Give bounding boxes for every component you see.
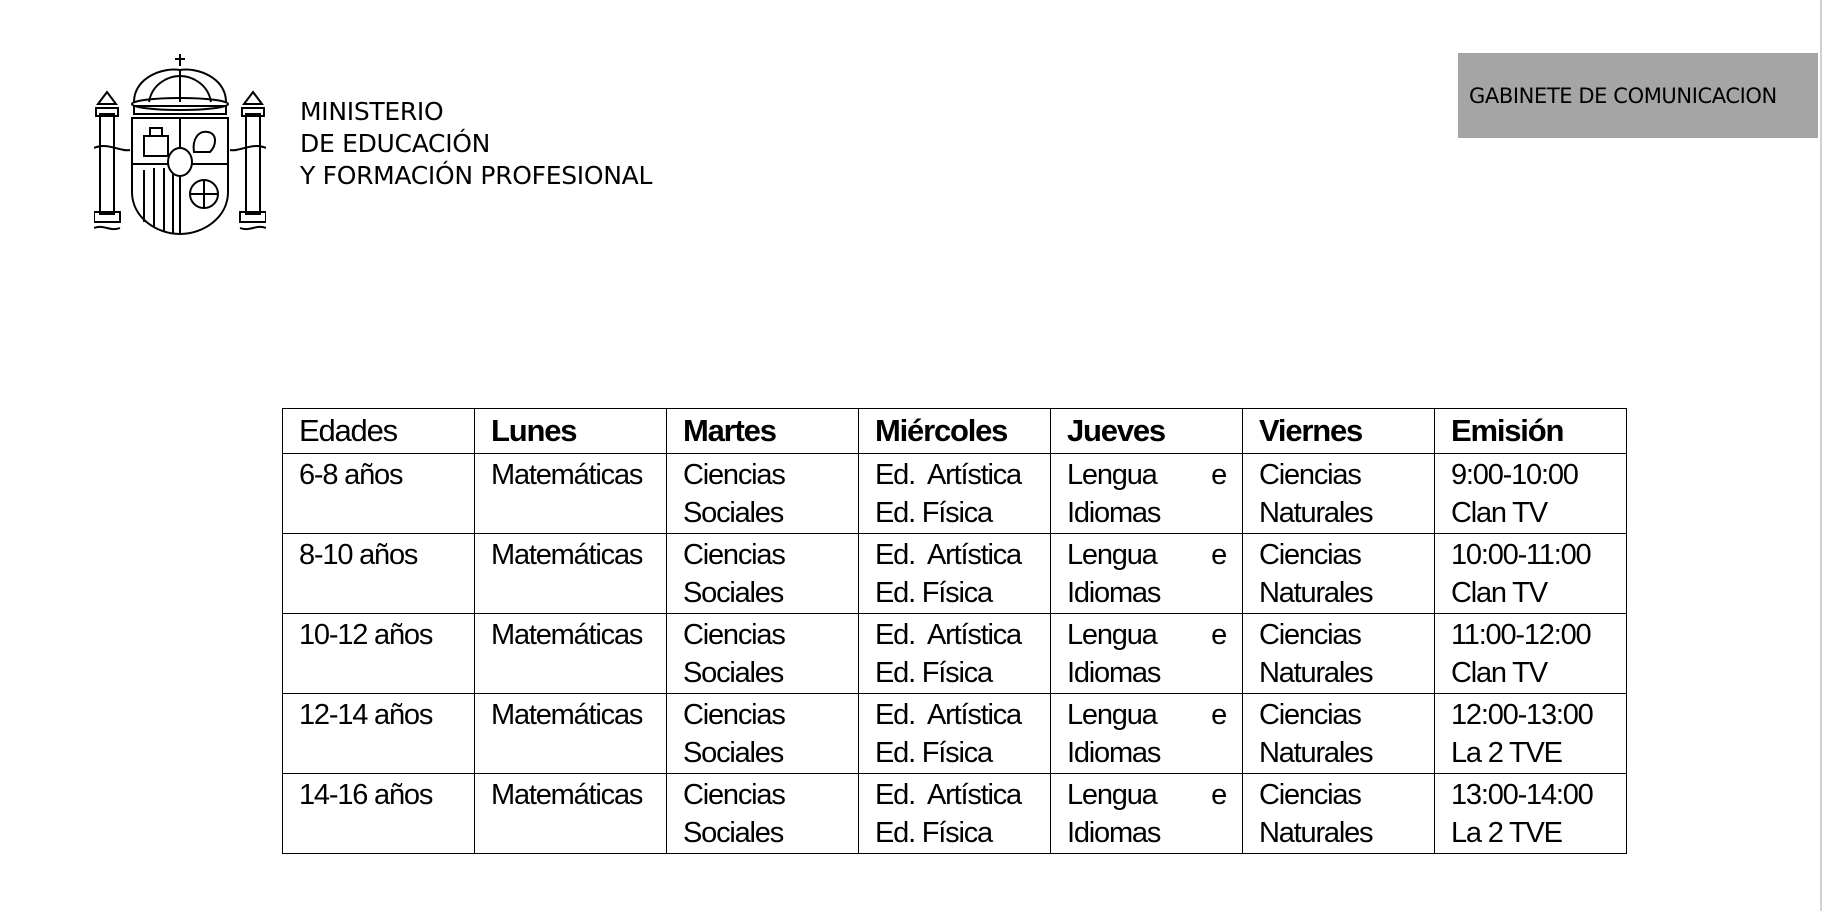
cell-line: Ed. Artística bbox=[875, 539, 1021, 571]
page-edge-divider bbox=[1820, 0, 1822, 911]
cell-word: Lengua bbox=[1067, 539, 1157, 571]
cell-martes bbox=[667, 534, 859, 614]
ministry-line-1: MINISTERIO bbox=[300, 97, 444, 126]
cell-line: Ciencias bbox=[1259, 539, 1361, 571]
column-header-viernes: Viernes bbox=[1243, 409, 1435, 454]
ministry-name bbox=[300, 96, 652, 192]
cell-word: e bbox=[1211, 459, 1226, 491]
cell-emision bbox=[1435, 454, 1627, 534]
cell-line: Clan TV bbox=[1451, 497, 1547, 529]
cell-age: 8-10 años bbox=[283, 534, 475, 614]
cell-age: 12-14 años bbox=[283, 694, 475, 774]
column-header-miercoles: Miércoles bbox=[859, 409, 1051, 454]
cell-viernes bbox=[1243, 534, 1435, 614]
cell-line: 9:00-10:00 bbox=[1451, 459, 1578, 491]
cell-line: Ciencias bbox=[1259, 699, 1361, 731]
cell-line: Ciencias bbox=[683, 619, 785, 651]
cell-line: Idiomas bbox=[1067, 497, 1161, 529]
cell-miercoles bbox=[859, 454, 1051, 534]
column-header-martes: Martes bbox=[667, 409, 859, 454]
column-header-emision: Emisión bbox=[1435, 409, 1627, 454]
cell-martes bbox=[667, 454, 859, 534]
cell-line: Sociales bbox=[683, 817, 784, 849]
cell-line: La 2 TVE bbox=[1451, 817, 1562, 849]
cell-word: e bbox=[1211, 699, 1226, 731]
office-label: GABINETE DE COMUNICACION bbox=[1469, 83, 1777, 108]
cell-emision bbox=[1435, 614, 1627, 694]
cell-line: 10:00-11:00 bbox=[1451, 539, 1591, 571]
cell-jueves bbox=[1051, 614, 1243, 694]
ministry-line-2: DE EDUCACIÓN bbox=[300, 129, 491, 158]
cell-martes bbox=[667, 614, 859, 694]
cell-line: Clan TV bbox=[1451, 657, 1547, 689]
table-row bbox=[283, 534, 1627, 614]
cell-line: Naturales bbox=[1259, 577, 1373, 609]
cell-age: 14-16 años bbox=[283, 774, 475, 854]
cell-jueves bbox=[1051, 774, 1243, 854]
cell-lunes: Matemáticas bbox=[475, 454, 667, 534]
table-header-row bbox=[283, 409, 1627, 454]
cell-viernes bbox=[1243, 774, 1435, 854]
cell-lunes: Matemáticas bbox=[475, 694, 667, 774]
cell-line: Sociales bbox=[683, 577, 784, 609]
cell-line: Ciencias bbox=[683, 539, 785, 571]
cell-emision bbox=[1435, 694, 1627, 774]
cell-line: 12:00-13:00 bbox=[1451, 699, 1593, 731]
cell-miercoles bbox=[859, 774, 1051, 854]
cell-word: Lengua bbox=[1067, 619, 1157, 651]
cell-jueves bbox=[1051, 694, 1243, 774]
cell-miercoles bbox=[859, 534, 1051, 614]
column-header-edades: Edades bbox=[283, 409, 475, 454]
table-row bbox=[283, 614, 1627, 694]
cell-lunes: Matemáticas bbox=[475, 614, 667, 694]
cell-viernes bbox=[1243, 614, 1435, 694]
cell-word: e bbox=[1211, 539, 1226, 571]
cell-martes bbox=[667, 774, 859, 854]
cell-line: 11:00-12:00 bbox=[1451, 619, 1591, 651]
cell-line: Sociales bbox=[683, 657, 784, 689]
cell-line: Idiomas bbox=[1067, 577, 1161, 609]
cell-line: Ciencias bbox=[683, 779, 785, 811]
cell-line: 13:00-14:00 bbox=[1451, 779, 1593, 811]
cell-line: Ed. Artística bbox=[875, 619, 1021, 651]
cell-line: Naturales bbox=[1259, 817, 1373, 849]
cell-emision bbox=[1435, 774, 1627, 854]
cell-line: Ed. Artística bbox=[875, 699, 1021, 731]
spain-coat-of-arms-icon bbox=[94, 52, 266, 236]
cell-age: 6-8 años bbox=[283, 454, 475, 534]
table-row bbox=[283, 774, 1627, 854]
cell-line: Naturales bbox=[1259, 497, 1373, 529]
cell-line: Sociales bbox=[683, 497, 784, 529]
cell-line: Ciencias bbox=[1259, 779, 1361, 811]
cell-line: Clan TV bbox=[1451, 577, 1547, 609]
cell-age: 10-12 años bbox=[283, 614, 475, 694]
cell-line: Ed. Física bbox=[875, 657, 992, 689]
office-label-box bbox=[1458, 53, 1818, 138]
cell-miercoles bbox=[859, 614, 1051, 694]
cell-line: Ed. Física bbox=[875, 577, 992, 609]
cell-line: Ciencias bbox=[683, 699, 785, 731]
cell-line: La 2 TVE bbox=[1451, 737, 1562, 769]
cell-line: Ed. Artística bbox=[875, 459, 1021, 491]
table-row bbox=[283, 694, 1627, 774]
cell-miercoles bbox=[859, 694, 1051, 774]
cell-line: Naturales bbox=[1259, 657, 1373, 689]
cell-line: Ciencias bbox=[1259, 619, 1361, 651]
cell-line: Idiomas bbox=[1067, 817, 1161, 849]
column-header-lunes: Lunes bbox=[475, 409, 667, 454]
cell-lunes: Matemáticas bbox=[475, 534, 667, 614]
cell-line: Naturales bbox=[1259, 737, 1373, 769]
cell-line: Ciencias bbox=[683, 459, 785, 491]
cell-line: Sociales bbox=[683, 737, 784, 769]
cell-jueves bbox=[1051, 534, 1243, 614]
cell-word: Lengua bbox=[1067, 779, 1157, 811]
cell-line: Idiomas bbox=[1067, 737, 1161, 769]
cell-jueves bbox=[1051, 454, 1243, 534]
cell-line: Ed. Física bbox=[875, 817, 992, 849]
schedule-table bbox=[282, 408, 1627, 854]
cell-line: Ciencias bbox=[1259, 459, 1361, 491]
cell-line: Ed. Física bbox=[875, 497, 992, 529]
cell-lunes: Matemáticas bbox=[475, 774, 667, 854]
cell-viernes bbox=[1243, 694, 1435, 774]
cell-line: Idiomas bbox=[1067, 657, 1161, 689]
table-row bbox=[283, 454, 1627, 534]
cell-line: Ed. Artística bbox=[875, 779, 1021, 811]
ministry-line-3: Y FORMACIÓN PROFESIONAL bbox=[300, 161, 653, 190]
cell-viernes bbox=[1243, 454, 1435, 534]
cell-word: Lengua bbox=[1067, 699, 1157, 731]
cell-martes bbox=[667, 694, 859, 774]
cell-word: e bbox=[1211, 619, 1226, 651]
cell-emision bbox=[1435, 534, 1627, 614]
cell-word: Lengua bbox=[1067, 459, 1157, 491]
column-header-jueves: Jueves bbox=[1051, 409, 1243, 454]
cell-word: e bbox=[1211, 779, 1226, 811]
cell-line: Ed. Física bbox=[875, 737, 992, 769]
